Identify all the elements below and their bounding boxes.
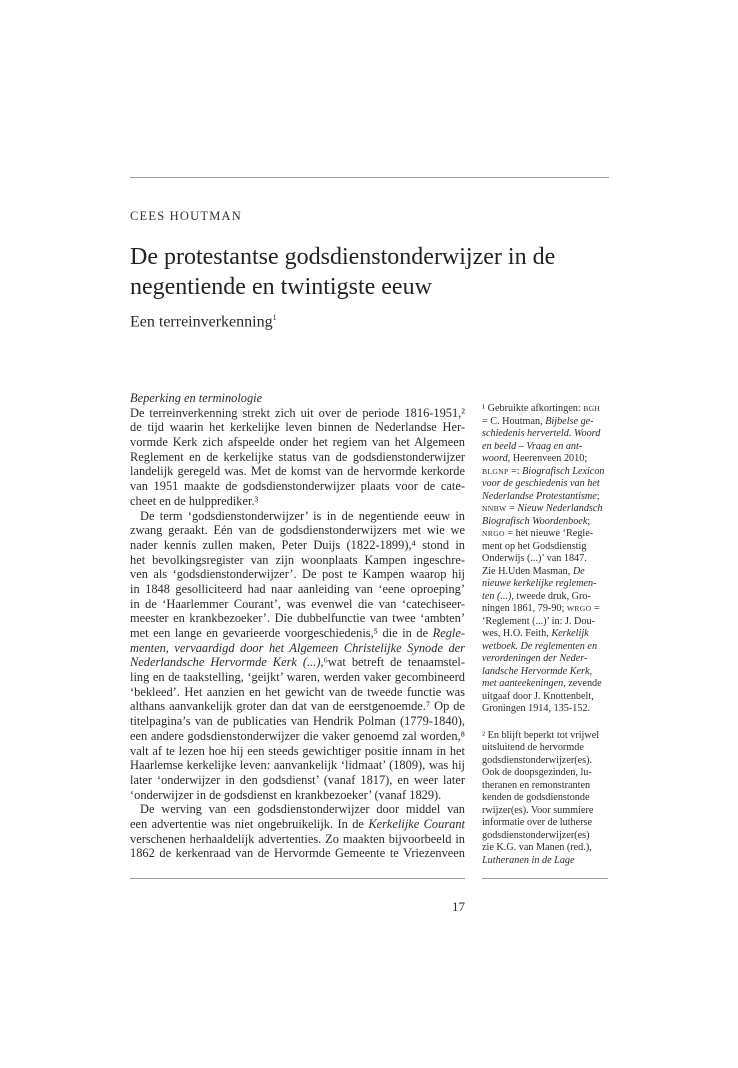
footnote-line <box>482 830 612 843</box>
footnote-ref: 1 <box>272 313 277 322</box>
text-run: althans aanvankelijk groter dan dat van de eerstgenoemde.⁷ Op de <box>130 699 465 714</box>
article-title: De protestantse godsdienstonderwijzer in de negentiende en twintigste eeuw <box>130 244 556 300</box>
text-run: titelpagina’s van de publicaties van Hendrik Polman (1779-1840), <box>130 714 465 729</box>
footnote-line <box>482 666 612 679</box>
footnote-line <box>482 767 612 780</box>
footnote-line <box>482 591 612 604</box>
text-run: De werving van een godsdienstonderwijzer door middel van <box>140 802 465 817</box>
footnote-line <box>482 842 612 855</box>
text-run: in de ‘Haarlemmer Courant’, was evenwel die van ‘catechiseer- <box>130 596 465 611</box>
text-run: ‘onderwijzer in de godsdienst en krankbezoeker’ (vanaf 1829). <box>130 787 442 802</box>
footnote-line <box>482 805 612 818</box>
text-line <box>130 655 465 670</box>
text-line <box>130 435 465 450</box>
text-run: van 1951 maakte de godsdienstonderwijzer plaats voor de cate- <box>130 479 465 494</box>
text-run: = het nieuwe ‘Regle- <box>504 528 594 539</box>
text-line <box>130 420 465 435</box>
italic-text: ten (...) <box>482 590 512 602</box>
text-run: = <box>591 603 600 614</box>
text-run: ² En blijft beperkt tot vrijwel <box>482 729 600 741</box>
text-run: Reglement en de kerkelijke status van de godsdienstonderwijzer <box>130 449 465 464</box>
text-line <box>130 509 465 524</box>
italic-text: wetboek. De reglementen en <box>482 640 598 652</box>
text-run: De terreinverkenning strekt zich uit over de periode 1816-1951,² <box>130 405 465 420</box>
footnote-line <box>482 628 612 641</box>
italic-text: Nederlandsche Hervormde Kerk (...), <box>130 655 324 670</box>
italic-text: Lutheranen in de Lage <box>482 854 575 866</box>
italic-text: De <box>572 565 585 577</box>
text-run: De term ‘godsdienstonderwijzer’ is in de negentiende eeuw in <box>140 508 465 523</box>
text-line <box>130 714 465 729</box>
text-run: valt af te lezen hoe hij een steeds gewichtiger positie innam in het <box>130 743 465 758</box>
text-run: Zie H.Uden Masman, <box>482 565 573 577</box>
text-line <box>130 626 465 641</box>
footnote-line <box>482 478 612 491</box>
footnote-line <box>482 491 612 504</box>
top-rule <box>130 177 609 178</box>
text-run: Groningen 1914, 135-152. <box>482 703 591 714</box>
text-line <box>130 406 465 421</box>
footnotes <box>482 403 612 867</box>
footnote-line <box>482 703 612 716</box>
footnote-line <box>482 566 612 579</box>
footnote-line <box>482 541 612 554</box>
footnote-line <box>482 503 612 516</box>
footnote-line <box>482 466 612 479</box>
italic-text: Bijbelse ge- <box>545 415 594 427</box>
text-line <box>130 450 465 465</box>
footnote-line <box>482 742 612 755</box>
italic-text: voor de geschiedenis van het <box>482 478 600 489</box>
text-run: uitsluitend de hervormde <box>482 742 584 753</box>
text-line <box>130 479 465 494</box>
text-run: meester en krankbezoeker’. Die dubbelfunctie van twee ‘ambten’ <box>130 611 465 626</box>
section-heading: Beperking en terminologie <box>130 391 263 405</box>
text-run: de tijd waarin het kerkelijke leven binnen de Nederlandse Her- <box>130 420 465 435</box>
text-run: ningen 1861, 79-90; <box>482 603 567 614</box>
italic-text: Kerkelijk <box>551 628 589 639</box>
text-run: ling en de taakstelling, ‘geijkt’ waren, werden vaker gecombineerd <box>130 670 465 685</box>
text-run: zie K.G. van Manen (red.), <box>482 842 592 853</box>
italic-text: schiedenis herverteld. Woord <box>482 428 601 439</box>
footnote-line <box>482 855 612 868</box>
text-run: rwijzer(es). Voor summiere <box>482 804 594 816</box>
footnote-line <box>482 553 612 566</box>
text-run: een advertentie was niet ongebruikelijk. In de <box>130 816 369 831</box>
text-line <box>130 494 465 509</box>
text-run: ¹ Gebruikte afkortingen: <box>482 403 584 414</box>
text-run: in 1848 gesolliciteerd had naar aanleiding van ‘eene oproeping’ <box>130 581 465 596</box>
text-line <box>130 817 465 832</box>
footnote-line <box>482 403 612 416</box>
author-name: CEES HOUTMAN <box>130 209 242 223</box>
italic-text: landsche Hervormde Kerk, <box>482 665 593 677</box>
text-run: = C. Houtman, <box>482 415 546 427</box>
footnote-line <box>482 641 612 654</box>
text-line <box>130 773 465 788</box>
footnote-line <box>482 653 612 666</box>
italic-text: Biografisch Lexicon <box>522 465 605 477</box>
text-run: ; <box>587 515 591 527</box>
footnote-line <box>482 817 612 830</box>
text-run: een andere godsdienstonderwijzer die vaker genoemd zal worden,⁸ <box>130 728 465 743</box>
text-line <box>130 553 465 568</box>
footnote-line <box>482 616 612 629</box>
italic-text: verordeningen der Neder- <box>482 653 588 664</box>
footnote-line <box>482 578 612 591</box>
italic-text: Regle- <box>432 626 465 640</box>
text-line <box>130 567 465 582</box>
text-line <box>130 597 465 612</box>
text-line <box>130 744 465 759</box>
text-run: ‘bekleed’. Het aanzien en het gewicht van de tweede functie was <box>130 684 465 699</box>
text-run: = <box>506 503 518 514</box>
abbreviation: BGH <box>583 404 601 413</box>
text-run: , zevende <box>563 678 602 689</box>
abbreviation: NRGO <box>482 529 505 538</box>
text-run: theranen en remonstranten <box>482 779 591 791</box>
italic-text: Nieuw Nederlandsch <box>517 503 603 514</box>
footnote-gap <box>482 716 612 730</box>
footnote-line <box>482 603 612 616</box>
text-run: wes, H.O. Feith, <box>482 628 552 639</box>
text-line <box>130 670 465 685</box>
text-line <box>130 832 465 847</box>
footnote-line <box>482 730 612 743</box>
text-run: ‘Reglement (...)’ in: J. Dou- <box>482 615 595 627</box>
text-line <box>130 788 465 803</box>
text-line <box>130 846 465 861</box>
abbreviation: BLGNP <box>482 466 509 476</box>
footnote-line <box>482 755 612 768</box>
footnote-line <box>482 792 612 805</box>
text-line <box>130 464 465 479</box>
text-run: ment op het Godsdienstig <box>482 540 587 552</box>
italic-text: Nederlandse Protestantisme <box>482 490 597 502</box>
italic-text: menten, vervaardigd door het Algemeen Christelijke Synode der <box>130 640 465 655</box>
text-line <box>130 538 465 553</box>
text-line <box>130 582 465 597</box>
text-run: het bevolkingsregister van zijn woonplaats Kampen ingeschre- <box>130 552 465 567</box>
text-run: , Heerenveen 2010; <box>507 453 588 464</box>
text-run: zwang geraakt. Eén van de godsdienstonderwijzers met wie we <box>130 523 465 538</box>
abbreviation: NNBW <box>482 504 507 513</box>
text-run: vormde Kerk zich afspeelde onder het regiem van het Algemeen <box>130 435 465 450</box>
footnote-line <box>482 428 612 441</box>
text-run: Ook de doopsgezinden, lu- <box>482 767 592 778</box>
text-run: cheet en de hulpprediker.³ <box>130 493 259 508</box>
text-run: godsdienstonderwijzer(es). <box>482 754 593 766</box>
notes-bottom-rule <box>482 878 608 879</box>
article-subtitle <box>130 313 277 331</box>
italic-text: met aanteekeningen <box>482 678 564 689</box>
text-line <box>130 802 465 817</box>
text-run: Haarlemse kerkelijke leven: aanvankelijk ‘lidmaat’ (1809), was hij <box>130 758 465 773</box>
text-line <box>130 758 465 773</box>
text-line <box>130 611 465 626</box>
footnote-line <box>482 516 612 529</box>
text-run: 1862 de kerkenraad van de Hervormde Gemeente te Vriezenveen <box>130 846 465 861</box>
text-run: verschenen herhaaldelijk advertenties. Zo maakten bijvoorbeeld in <box>130 831 465 846</box>
text-run: Onderwijs (...)’ van 1847. <box>482 553 587 564</box>
footnote-line <box>482 691 612 704</box>
text-line <box>130 699 465 714</box>
text-run: met een lange en gevarieerde voorgeschiedenis,⁵ die in de <box>130 626 433 640</box>
footnote <box>482 730 612 868</box>
text-run: kenden de godsdienstonde <box>482 792 590 803</box>
footnote-line <box>482 416 612 429</box>
footnote-line <box>482 528 612 541</box>
text-run: landelijk geregeld was. Met de komst van de hervormde kerkorde <box>130 464 465 479</box>
subtitle-text: Een terreinverkenning <box>130 313 273 331</box>
italic-text: en beeld – Vraag en ant- <box>482 440 583 452</box>
text-line <box>130 685 465 700</box>
text-run: godsdienstonderwijzer(es) <box>482 829 590 841</box>
text-run: ⁶wat betreft de tenaamstel- <box>323 655 466 670</box>
text-run: ven als ‘godsdienstonderwijzer’. De post te Kampen waarop hij <box>130 567 465 582</box>
footnote-line <box>482 453 612 466</box>
text-run: ; <box>596 490 600 502</box>
body-bottom-rule <box>130 878 465 879</box>
footnote-line <box>482 780 612 793</box>
body-text <box>130 391 465 861</box>
footnote-line <box>482 678 612 691</box>
text-run: nader kennis zullen maken, Peter Duijs (1822-1899),⁴ stond in <box>130 537 465 552</box>
text-line <box>130 523 465 538</box>
page-number: 17 <box>452 899 465 914</box>
text-run: later ‘onderwijzer in den godsdienst’ (vanaf 1817), en weer later <box>130 772 465 787</box>
text-line <box>130 641 465 656</box>
footnote <box>482 403 612 716</box>
italic-text: nieuwe kerkelijke reglemen- <box>482 578 597 589</box>
text-line <box>130 729 465 744</box>
italic-text: woord <box>482 453 508 464</box>
text-run: uitgaaf door J. Knottenbelt, <box>482 690 594 702</box>
footnote-line <box>482 441 612 454</box>
italic-text: Biografisch Woordenboek <box>482 515 588 527</box>
text-run: =: <box>508 465 523 477</box>
italic-text: Kerkelijke Courant <box>368 816 465 831</box>
abbreviation: WRGO <box>566 604 592 613</box>
text-run: informatie over de lutherse <box>482 817 593 828</box>
text-run: , tweede druk, Gro- <box>511 590 591 602</box>
